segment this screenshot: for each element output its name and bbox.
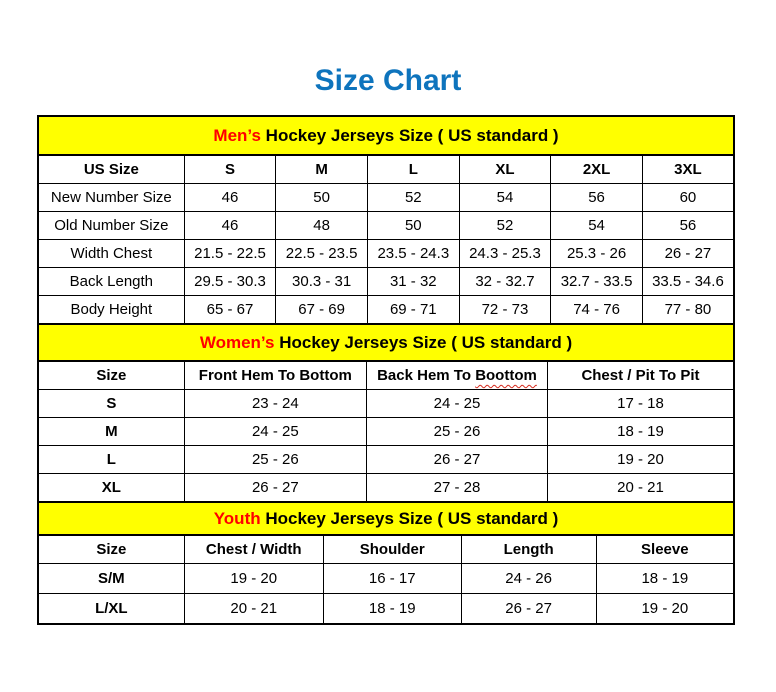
column-header: Sleeve xyxy=(596,535,734,564)
column-header: 2XL xyxy=(551,155,643,184)
cell: 52 xyxy=(367,184,459,212)
column-header: Chest / Width xyxy=(184,535,323,564)
cell: 60 xyxy=(642,184,734,212)
mens-header-row xyxy=(38,155,734,184)
row-label: Body Height xyxy=(38,296,184,324)
row-label: M xyxy=(38,418,184,446)
cell: 48 xyxy=(276,212,368,240)
cell: 17 - 18 xyxy=(547,390,734,418)
cell: 32 - 32.7 xyxy=(459,268,551,296)
cell: 20 - 21 xyxy=(547,474,734,502)
cell: 24 - 25 xyxy=(184,418,366,446)
cell: 54 xyxy=(459,184,551,212)
row-label: S/M xyxy=(38,564,184,594)
cell: 18 - 19 xyxy=(323,594,461,625)
column-header: 3XL xyxy=(642,155,734,184)
cell: 22.5 - 23.5 xyxy=(276,240,368,268)
section-title xyxy=(38,324,734,361)
spellcheck-squiggle-word: Boottom xyxy=(475,367,537,384)
cell: 19 - 20 xyxy=(184,564,323,594)
cell: 50 xyxy=(367,212,459,240)
cell: 25.3 - 26 xyxy=(551,240,643,268)
cell: 16 - 17 xyxy=(323,564,461,594)
table-row xyxy=(38,240,734,268)
cell: 26 - 27 xyxy=(461,594,596,625)
cell: 25 - 26 xyxy=(184,446,366,474)
cell: 21.5 - 22.5 xyxy=(184,240,276,268)
cell: 67 - 69 xyxy=(276,296,368,324)
column-header: Chest / Pit To Pit xyxy=(547,361,734,390)
column-header: Size xyxy=(38,535,184,564)
cell: 26 - 27 xyxy=(367,446,548,474)
row-label: New Number Size xyxy=(38,184,184,212)
cell: 18 - 19 xyxy=(547,418,734,446)
column-header: Size xyxy=(38,361,184,390)
table-row xyxy=(38,418,734,446)
womens-size-table xyxy=(37,323,735,502)
table-row xyxy=(38,594,734,625)
row-label: L/XL xyxy=(38,594,184,625)
table-row xyxy=(38,474,734,502)
column-header: XL xyxy=(459,155,551,184)
mens-size-table xyxy=(37,115,735,324)
section-header-youth xyxy=(38,502,734,535)
cell: 19 - 20 xyxy=(596,594,734,625)
cell: 52 xyxy=(459,212,551,240)
youth-size-table xyxy=(37,501,735,625)
cell: 19 - 20 xyxy=(547,446,734,474)
cell: 26 - 27 xyxy=(642,240,734,268)
cell: 46 xyxy=(184,212,276,240)
section-header-mens xyxy=(38,116,734,155)
column-header-misspelled: Back Hem To Boottom xyxy=(367,361,548,390)
row-label: S xyxy=(38,390,184,418)
column-header: Length xyxy=(461,535,596,564)
table-row xyxy=(38,390,734,418)
size-chart-container xyxy=(37,115,735,625)
row-label: Width Chest xyxy=(38,240,184,268)
cell: 74 - 76 xyxy=(551,296,643,324)
column-header: S xyxy=(184,155,276,184)
section-title xyxy=(38,116,734,155)
table-row xyxy=(38,184,734,212)
row-label: Old Number Size xyxy=(38,212,184,240)
cell: 26 - 27 xyxy=(184,474,366,502)
cell: 50 xyxy=(276,184,368,212)
cell: 54 xyxy=(551,212,643,240)
cell: 20 - 21 xyxy=(184,594,323,625)
row-label: L xyxy=(38,446,184,474)
cell: 27 - 28 xyxy=(367,474,548,502)
cell: 46 xyxy=(184,184,276,212)
row-label: XL xyxy=(38,474,184,502)
cell: 24 - 26 xyxy=(461,564,596,594)
cell: 56 xyxy=(642,212,734,240)
cell: 24 - 25 xyxy=(367,390,548,418)
section-title-rest: Hockey Jerseys Size ( US standard ) xyxy=(260,508,559,528)
cell: 72 - 73 xyxy=(459,296,551,324)
section-header-womens xyxy=(38,324,734,361)
cell: 33.5 - 34.6 xyxy=(642,268,734,296)
table-row xyxy=(38,296,734,324)
section-title-highlight: Men’s xyxy=(213,125,261,145)
table-row xyxy=(38,564,734,594)
cell: 24.3 - 25.3 xyxy=(459,240,551,268)
cell: 56 xyxy=(551,184,643,212)
womens-header-row xyxy=(38,361,734,390)
section-title-rest: Hockey Jerseys Size ( US standard ) xyxy=(274,332,573,352)
cell: 31 - 32 xyxy=(367,268,459,296)
section-title xyxy=(38,502,734,535)
table-row xyxy=(38,446,734,474)
section-title-highlight: Women’s xyxy=(199,332,275,352)
column-header: Front Hem To Bottom xyxy=(184,361,366,390)
row-label: Back Length xyxy=(38,268,184,296)
cell: 69 - 71 xyxy=(367,296,459,324)
column-header: L xyxy=(367,155,459,184)
column-header: M xyxy=(276,155,368,184)
cell: 29.5 - 30.3 xyxy=(184,268,276,296)
cell: 30.3 - 31 xyxy=(276,268,368,296)
cell: 77 - 80 xyxy=(642,296,734,324)
section-title-rest: Hockey Jerseys Size ( US standard ) xyxy=(260,125,559,145)
cell: 65 - 67 xyxy=(184,296,276,324)
youth-header-row xyxy=(38,535,734,564)
page-title: Size Chart xyxy=(314,64,462,97)
column-header: Shoulder xyxy=(323,535,461,564)
table-row xyxy=(38,212,734,240)
cell: 18 - 19 xyxy=(596,564,734,594)
cell: 23.5 - 24.3 xyxy=(367,240,459,268)
section-title-highlight: Youth xyxy=(213,508,261,528)
cell: 23 - 24 xyxy=(184,390,366,418)
cell: 32.7 - 33.5 xyxy=(551,268,643,296)
column-header: US Size xyxy=(38,155,184,184)
table-row xyxy=(38,268,734,296)
cell: 25 - 26 xyxy=(367,418,548,446)
